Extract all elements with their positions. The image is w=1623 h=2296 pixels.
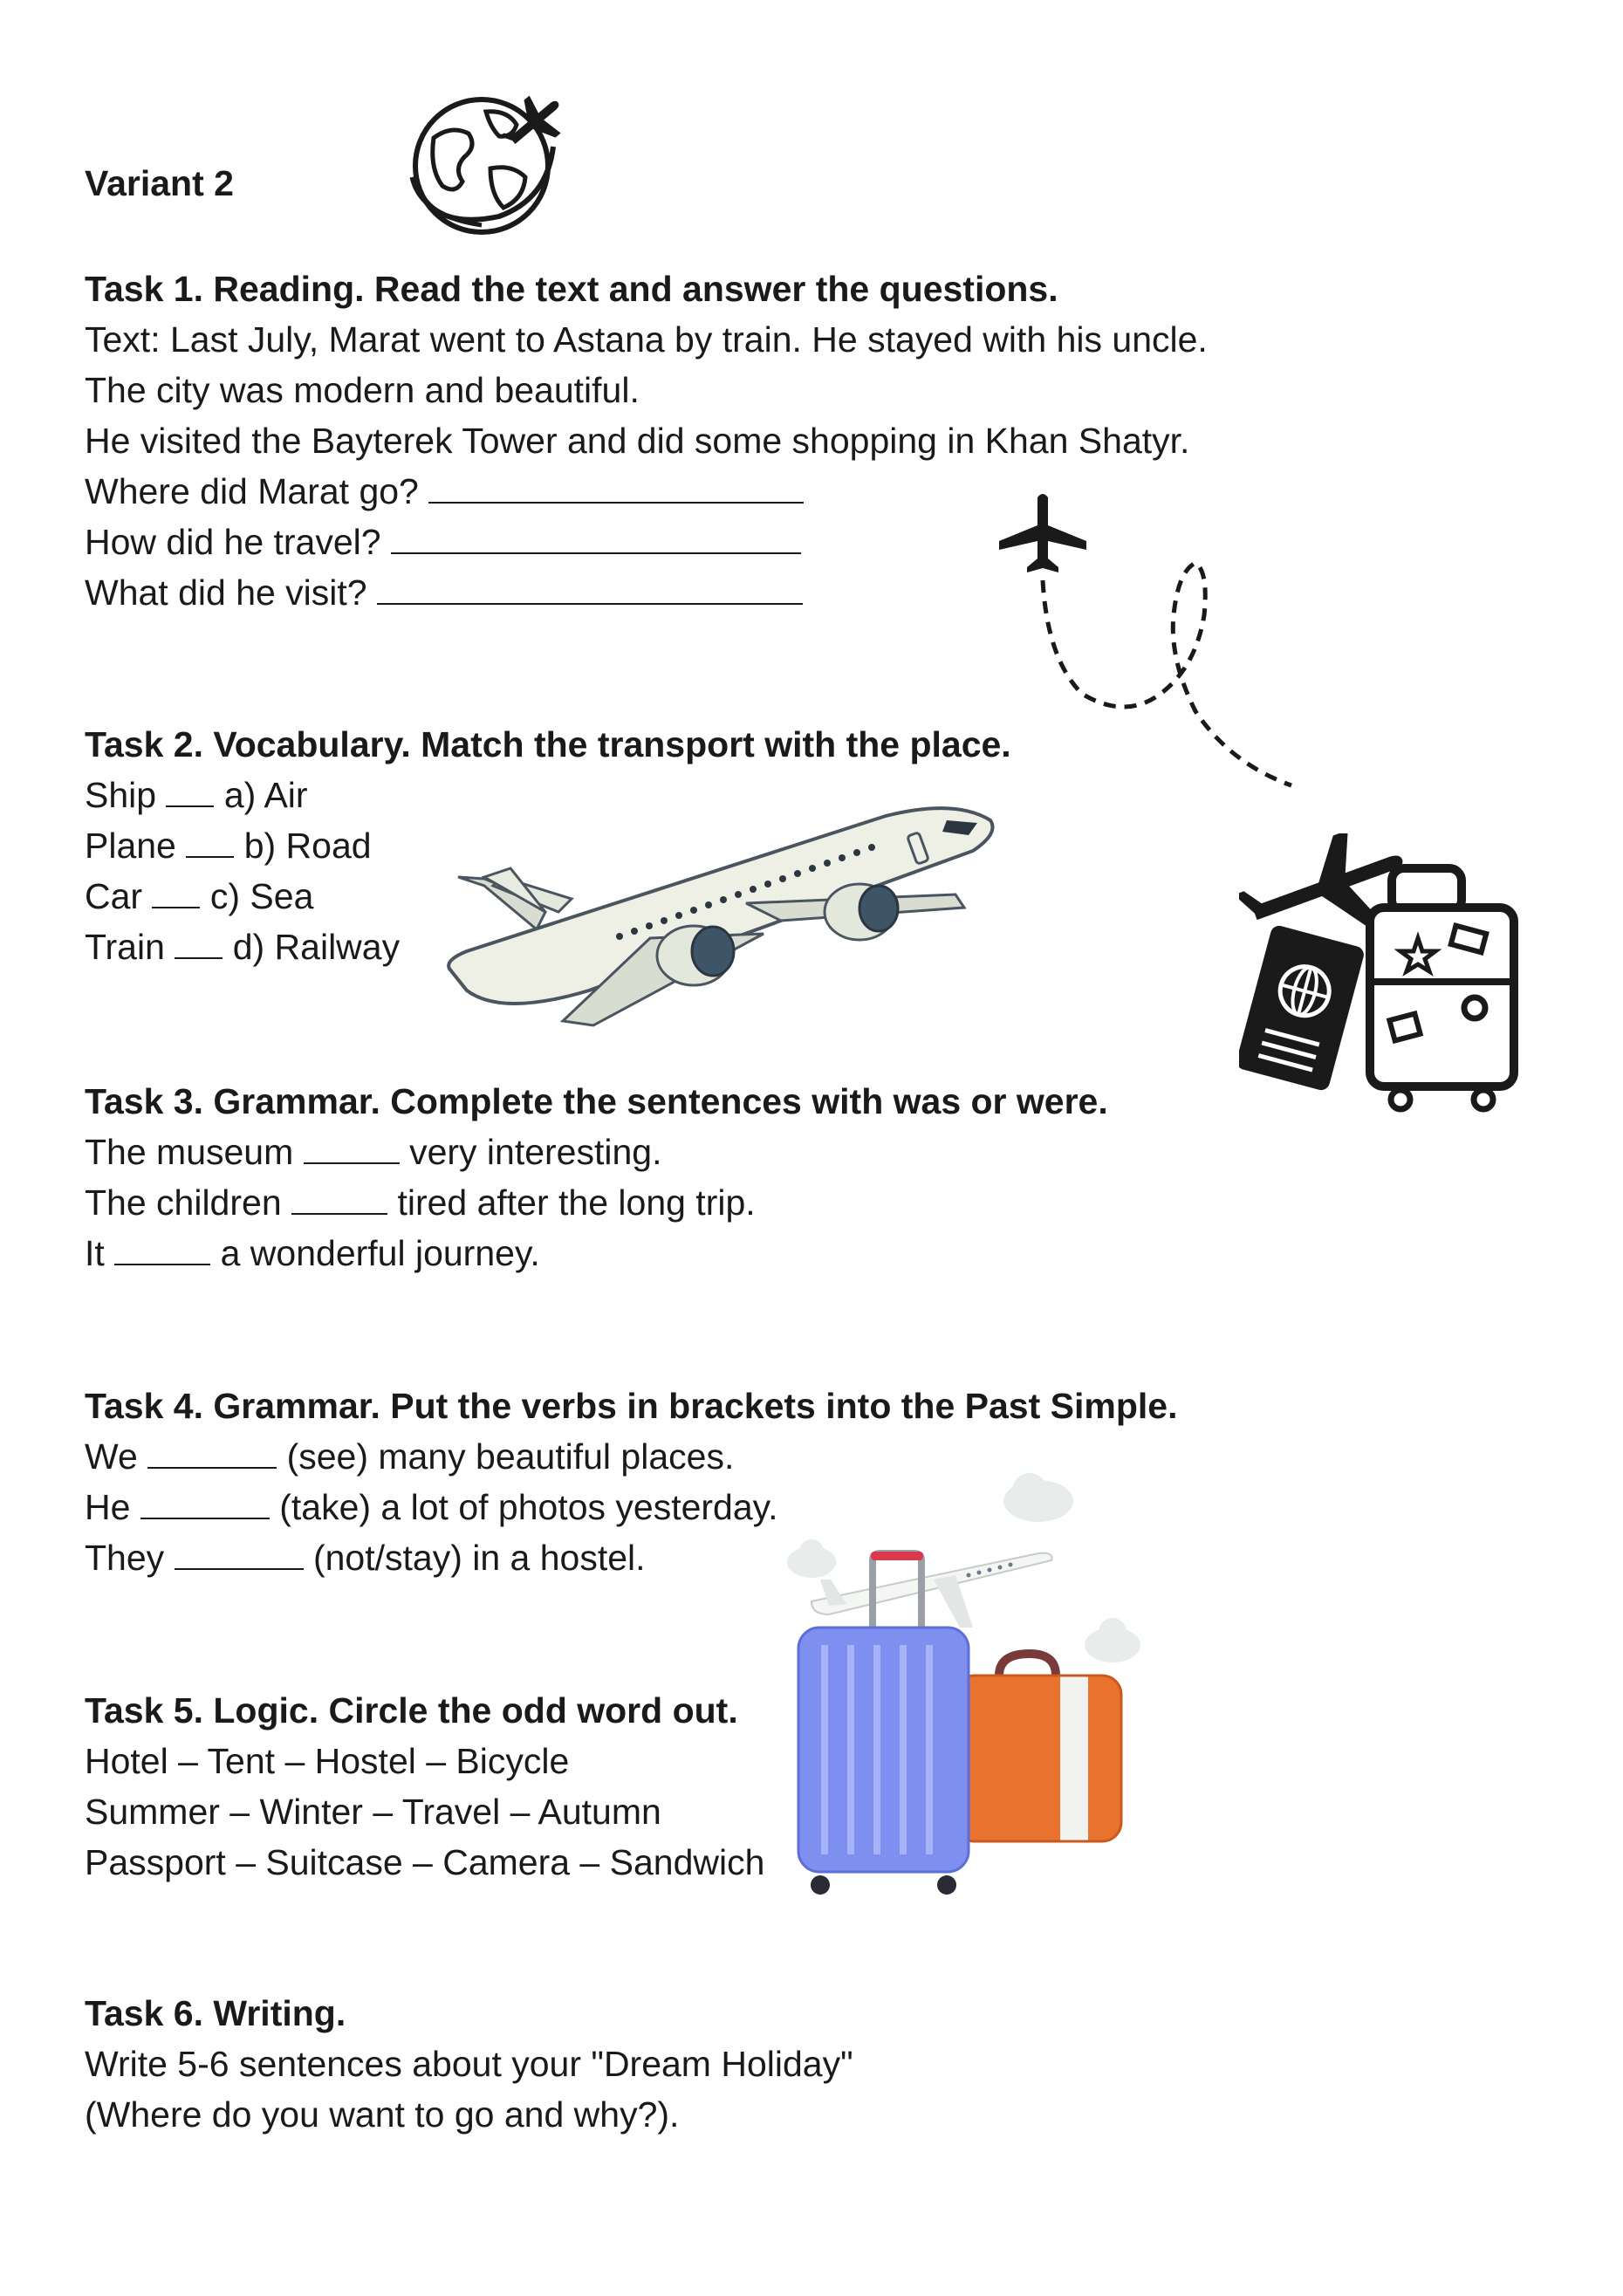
verb-blank[interactable] [175,1533,304,1570]
fill-blank[interactable] [304,1127,400,1164]
sentence-end: (take) a lot of photos yesterday. [279,1487,778,1527]
task5-title: Task 5. Logic. Circle the odd word out. [85,1690,738,1731]
place-option: a) Air [223,775,308,815]
sentence-start: They [85,1538,165,1578]
task1-question [85,466,804,517]
answer-blank[interactable] [428,467,804,504]
sentence-start: He [85,1487,131,1527]
verb-blank[interactable] [140,1483,270,1519]
sentence-end: (see) many beautiful places. [286,1436,735,1477]
task5-line: Hotel – Tent – Hostel – Bicycle [85,1741,570,1781]
task4-title: Task 4. Grammar. Put the verbs in brackets into the Past Simple. [85,1386,1178,1426]
match-blank[interactable] [175,922,223,959]
sentence-start: We [85,1436,138,1477]
task6-title: Task 6. Writing. [85,1993,346,2033]
fill-blank[interactable] [114,1229,210,1265]
sentence-start: The children [85,1182,282,1223]
airplane-illustration [432,781,999,1030]
transport-word: Plane [85,826,176,866]
flight-path-icon [986,484,1300,790]
task5-line: Passport – Suitcase – Camera – Sandwich [85,1842,765,1882]
sentence-end: (not/stay) in a hostel. [312,1538,646,1578]
answer-blank[interactable] [377,568,803,605]
fill-blank[interactable] [291,1178,387,1215]
question-text: How did he travel? [85,522,381,562]
task4-sentence [85,1532,646,1583]
task3-title: Task 3. Grammar. Complete the sentences with was or were. [85,1081,1108,1121]
task1-text-line: The city was modern and beautiful. [85,370,640,410]
task5-line: Summer – Winter – Travel – Autumn [85,1792,661,1832]
match-blank[interactable] [152,872,200,908]
task4-sentence [85,1482,778,1532]
transport-word: Train [85,927,165,967]
task3-sentence [85,1127,661,1177]
task2-item [85,770,308,820]
sentence-start: It [85,1233,105,1273]
place-option: c) Sea [209,876,314,916]
place-option: d) Railway [232,927,401,967]
question-text: Where did Marat go? [85,471,419,511]
sentence-end: very interesting. [409,1132,662,1172]
suitcases-illustration [777,1457,1161,1911]
task1-title: Task 1. Reading. Read the text and answer the questions. [85,269,1058,309]
globe-airplane-icon [403,86,569,238]
sentence-end: tired after the long trip. [397,1182,756,1223]
answer-blank[interactable] [391,517,801,554]
task1-question [85,517,801,567]
task6-line: Write 5-6 sentences about your "Dream Holiday" [85,2044,853,2084]
task1-text-line: He visited the Bayterek Tower and did some shopping in Khan Shatyr. [85,421,1190,461]
sentence-end: a wonderful journey. [220,1233,540,1273]
task3-sentence [85,1177,756,1228]
task4-sentence [85,1431,734,1482]
task2-item [85,820,372,871]
verb-blank[interactable] [147,1432,277,1469]
task1-text-line: Text: Last July, Marat went to Astana by train. He stayed with his uncle. [85,319,1208,360]
task2-item [85,871,313,922]
transport-word: Ship [85,775,157,815]
task1-question [85,567,803,618]
task2-item [85,922,400,972]
question-text: What did he visit? [85,572,367,613]
match-blank[interactable] [186,821,234,858]
place-option: b) Road [243,826,372,866]
variant-heading: Variant 2 [85,163,234,203]
task3-sentence [85,1228,540,1278]
transport-word: Car [85,876,143,916]
match-blank[interactable] [166,771,214,807]
task6-line: (Where do you want to go and why?). [85,2094,680,2135]
sentence-start: The museum [85,1132,294,1172]
task2-title: Task 2. Vocabulary. Match the transport with the place. [85,724,1011,764]
travel-luggage-icon [1239,833,1527,1126]
